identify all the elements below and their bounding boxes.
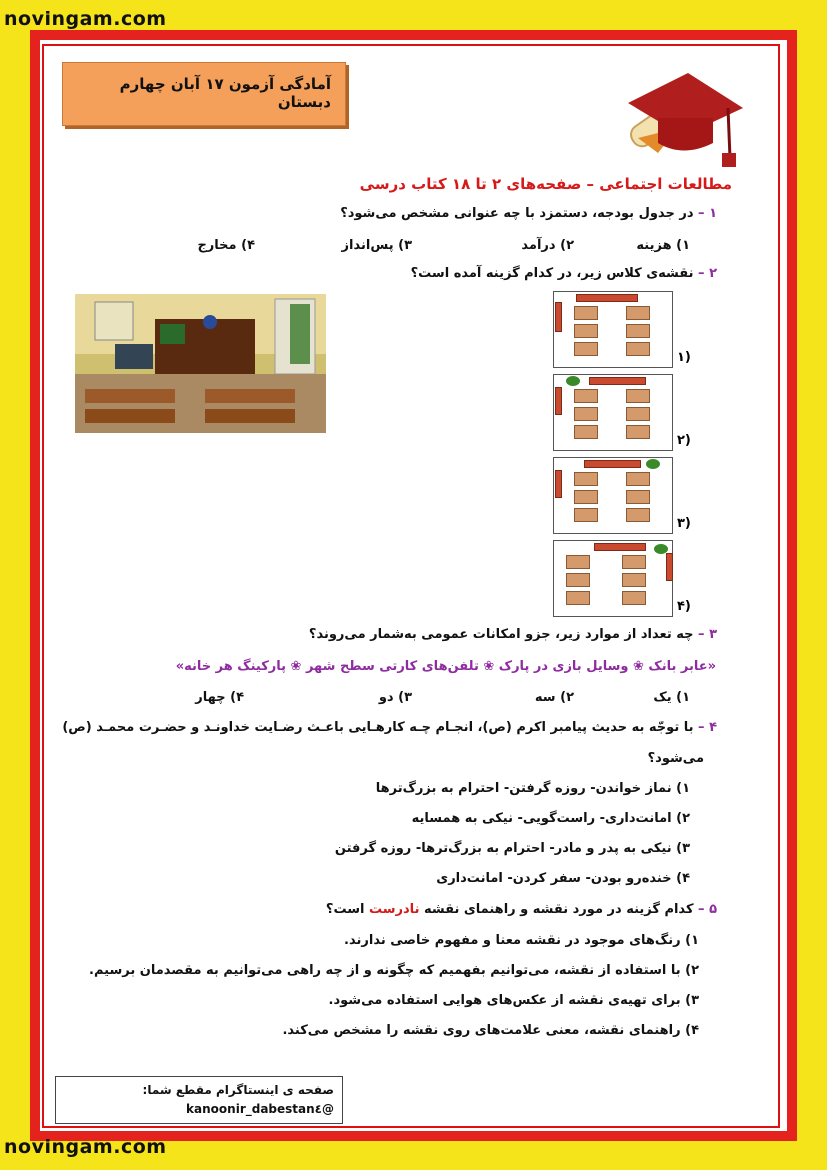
plan-label-4: ۴) [677, 599, 691, 614]
section-title: مطالعات اجتماعی – صفحه‌های ۲ تا ۱۸ کتاب درسی [359, 175, 732, 193]
option-4: ۴) مخارج [197, 238, 255, 253]
watermark-bottom: novingam.com [4, 1136, 167, 1158]
question-text: در جدول بودجه، دستمزد با چه عنوانی مشخص می‌شود؟ [340, 206, 694, 221]
question-text-end: است؟ [325, 902, 365, 917]
option-1: ۱) هزینه [636, 238, 690, 253]
question-number: ۳ – [698, 627, 717, 642]
option-3: ۳) نیکی به پدر و مادر- احترام به بزرگ‌ترها- روزه گرفتن [334, 841, 690, 856]
option-2: ۲) سه [534, 690, 574, 705]
plan-option-4 [553, 540, 673, 617]
classroom-image [75, 294, 326, 433]
public-facilities-list: «عابر بانک ❀ وسایل بازی در پارک ❀ تلفن‌های کارتی سطح شهر ❀ پارکینگ هر خانه» [175, 659, 716, 674]
footer-handle[interactable]: @kanoonir_dabestan٤ [186, 1102, 334, 1116]
option-2: ۲) با استفاده از نقشه، می‌توانیم بفهمیم که چگونه و از چه راهی می‌توانیم به مقصدمان برسیم. [89, 963, 699, 978]
instagram-footer [55, 1076, 343, 1124]
header-title: آمادگی آزمون ۱۷ آبان چهارم دبستان [119, 75, 331, 111]
question-text-cont: می‌شود؟ [647, 751, 704, 766]
plan-label-2: ۲) [677, 433, 691, 448]
question-2 [411, 266, 717, 281]
plan-option-3 [553, 457, 673, 534]
question-highlight: نادرست [368, 902, 420, 917]
footer-line-1: صفحه ی اینستاگرام مقطع شما: [142, 1083, 334, 1097]
option-3: ۳) برای تهیه‌ی نقشه از عکس‌های هوایی استفاده می‌شود. [328, 993, 699, 1008]
option-2: ۲) امانت‌داری- راست‌گویی- نیکی به همسایه [411, 811, 690, 826]
question-text: کدام گزینه در مورد نقشه و راهنمای نقشه [423, 902, 694, 917]
option-4: ۴) چهار [195, 690, 244, 705]
question-text: نقشه‌ی کلاس زیر، در کدام گزینه آمده است؟ [410, 266, 694, 281]
option-2: ۲) درآمد [521, 238, 574, 253]
watermark-top: novingam.com [4, 8, 167, 30]
option-3: ۳) دو [378, 690, 412, 705]
option-4: ۴) راهنمای نقشه، معنی علامت‌های روی نقشه را مشخص می‌کند. [282, 1023, 699, 1038]
option-1: ۱) یک [653, 690, 690, 705]
plan-option-1 [553, 291, 673, 368]
question-text: با توجّه به حدیث پیامبر اکرم (ص)، انجـام چـه کارهـایی باعـث رضـایت خداونـد و حضـرت محمـد (ص) [62, 720, 694, 735]
graduation-cap-icon [618, 58, 748, 178]
option-3: ۳) پس‌انداز [341, 238, 412, 253]
option-1: ۱) رنگ‌های موجود در نقشه معنا و مفهوم خاصی ندارند. [344, 933, 699, 948]
plan-option-2 [553, 374, 673, 451]
option-4: ۴) خنده‌رو بودن- سفر کردن- امانت‌داری [436, 871, 690, 886]
option-1: ۱) نماز خواندن- روزه گرفتن- احترام به بزرگ‌ترها [375, 781, 690, 796]
question-number: ۵ – [698, 902, 717, 917]
question-5 [326, 902, 717, 917]
question-1 [340, 206, 717, 221]
question-number: ۴ – [698, 720, 717, 735]
question-text: چه تعداد از موارد زیر، جزو امکانات عمومی به‌شمار می‌روند؟ [308, 627, 694, 642]
plan-label-1: ۱) [677, 350, 691, 365]
header-title-box [62, 62, 346, 126]
question-number: ۲ – [698, 266, 717, 281]
question-4 [62, 720, 717, 735]
question-3 [309, 627, 717, 642]
question-number: ۱ – [698, 206, 717, 221]
plan-label-3: ۳) [677, 516, 691, 531]
